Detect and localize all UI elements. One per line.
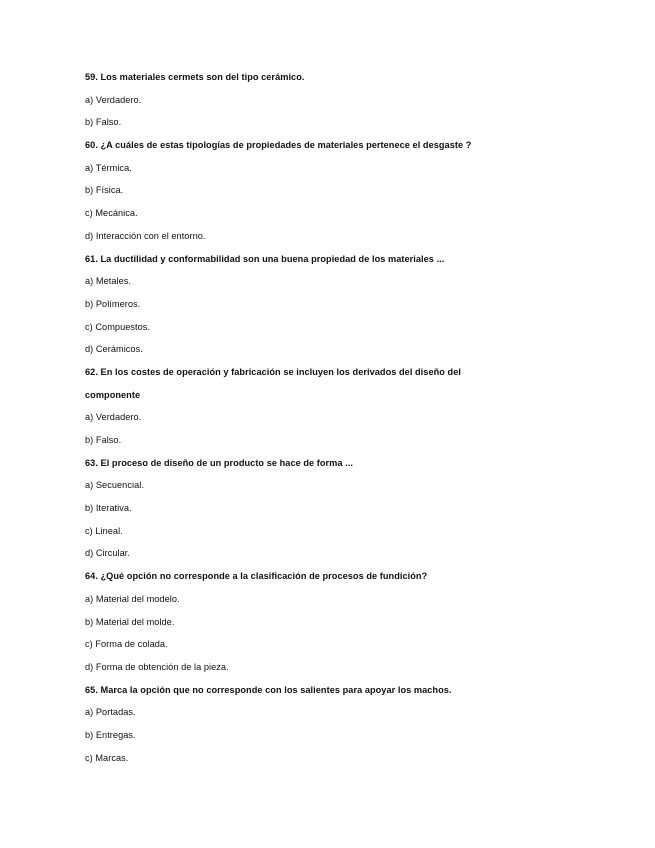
option-d: d) Interacción con el entorno. — [85, 230, 206, 241]
option-a: a) Verdadero. — [85, 412, 142, 423]
question-text: 60. ¿A cuáles de estas tipologías de propiedades de materiales pertenece el desgaste ? — [85, 140, 472, 151]
question-text: 64. ¿Qué opción no corresponde a la clasificación de procesos de fundición? — [85, 571, 428, 582]
question-65 — [85, 685, 555, 776]
question-59 — [85, 72, 555, 140]
option-a: a) Térmica. — [85, 162, 132, 173]
option-a: a) Material del modelo. — [85, 593, 180, 604]
question-text: 63. El proceso de diseño de un producto se hace de forma ... — [85, 457, 353, 468]
option-d: d) Circular. — [85, 548, 131, 559]
option-b: b) Falso. — [85, 435, 122, 445]
question-text: 59. Los materiales cermets son del tipo cerámico. — [85, 72, 305, 82]
option-b: b) Polímeros. — [85, 298, 141, 309]
question-61 — [85, 254, 555, 367]
option-d: d) Cerámicos. — [85, 344, 143, 355]
question-text-line-2: componente — [85, 389, 141, 400]
question-62 — [85, 367, 555, 458]
option-a: a) Verdadero. — [85, 94, 142, 105]
option-c: c) Lineal. — [85, 525, 123, 536]
question-text-line-1: 62. En los costes de operación y fabricación se incluyen los derivados del diseño del — [85, 366, 461, 377]
option-a: a) Secuencial. — [85, 480, 144, 491]
option-c: c) Marcas. — [85, 752, 129, 763]
option-c: c) Compuestos. — [85, 321, 151, 332]
option-d: d) Forma de obtención de la pieza. — [85, 661, 229, 672]
question-60 — [85, 140, 555, 253]
option-b: b) Iterativa. — [85, 503, 132, 514]
option-b: b) Entregas. — [85, 729, 136, 740]
option-a: a) Portadas. — [85, 707, 136, 718]
option-b: b) Material del molde. — [85, 616, 175, 627]
option-b: b) Falso. — [85, 117, 122, 128]
question-64 — [85, 571, 555, 684]
question-63 — [85, 458, 555, 571]
question-text: 61. La ductilidad y conformabilidad son una buena propiedad de los materiales ... — [85, 253, 445, 264]
option-c: c) Mecánica. — [85, 208, 138, 219]
question-list — [85, 72, 555, 775]
option-c: c) Forma de colada. — [85, 639, 168, 650]
option-a: a) Metales. — [85, 276, 131, 287]
option-b: b) Física. — [85, 185, 124, 196]
question-text: 65. Marca la opción que no corresponde con los salientes para apoyar los machos. — [85, 684, 452, 695]
